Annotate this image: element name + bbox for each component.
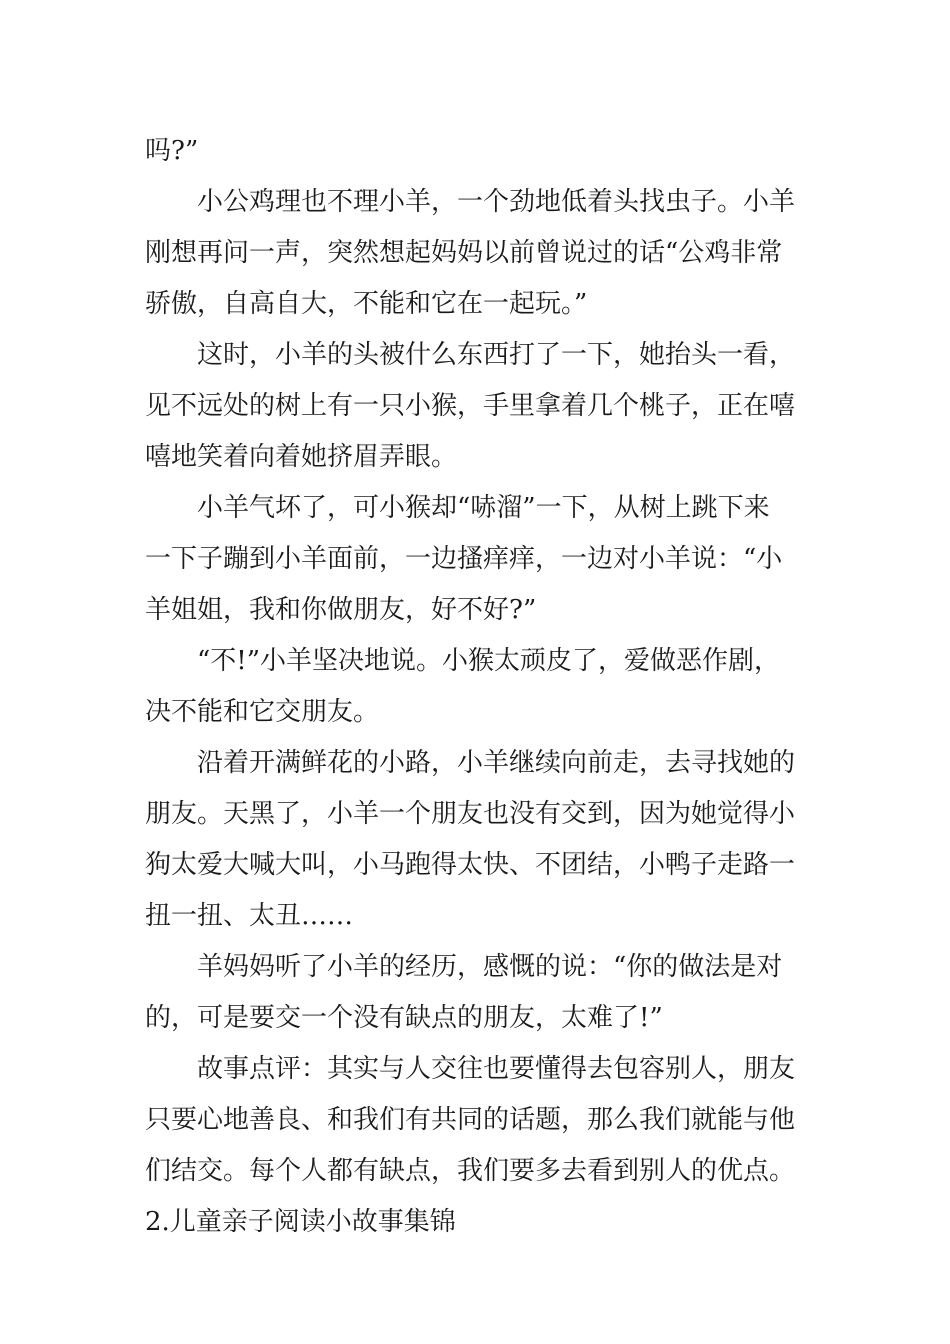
text-line: 一下子蹦到小羊面前，一边搔痒痒，一边对小羊说：“小 [145,544,783,574]
paragraph-start-line: 小羊气坏了，可小猴却“哧溜”一下，从树上跳下来 [197,493,770,523]
paragraph-start-line: 羊妈妈听了小羊的经历，感慨的说：“你的做法是对 [197,952,783,982]
text-line: 的，可是要交一个没有缺点的朋友，太难了!” [145,1003,663,1033]
text-line: 嘻地笑着向着她挤眉弄眼。 [145,442,458,472]
text-line: 狗太爱大喊大叫，小马跑得太快、不团结，小鸭子走路一 [145,850,796,880]
paragraph-start-line: 故事点评：其实与人交往也要懂得去包容别人，朋友 [197,1054,796,1084]
paragraph-start-line: “不!”小羊坚决地说。小猴太顽皮了，爱做恶作剧， [197,646,781,676]
text-line: 扭一扭、太丑…… [145,901,354,931]
document-body [145,126,810,1248]
text-line: 羊姐姐，我和你做朋友，好不好?” [145,595,537,625]
text-line: 吗?” [145,136,199,166]
text-line: 只要心地善良、和我们有共同的话题，那么我们就能与他 [145,1105,796,1135]
text-line: 见不远处的树上有一只小猴，手里拿着几个桃子，正在嘻 [145,391,796,421]
paragraph-start-line: 沿着开满鲜花的小路，小羊继续向前走，去寻找她的 [197,748,796,778]
text-line: 们结交。每个人都有缺点，我们要多去看到别人的优点。 [145,1156,796,1186]
paragraph-start-line: 小公鸡理也不理小羊，一个劲地低着头找虫子。小羊 [197,187,796,217]
text-line: 决不能和它交朋友。 [145,697,380,727]
text-line: 刚想再问一声，突然想起妈妈以前曾说过的话“公鸡非常 [145,238,783,268]
section-heading: 2.儿童亲子阅读小故事集锦 [145,1207,456,1237]
text-line: 朋友。天黑了，小羊一个朋友也没有交到，因为她觉得小 [145,799,796,829]
text-line: 骄傲，自高自大，不能和它在一起玩。” [145,289,588,319]
paragraph-start-line: 这时，小羊的头被什么东西打了一下，她抬头一看， [197,340,796,370]
